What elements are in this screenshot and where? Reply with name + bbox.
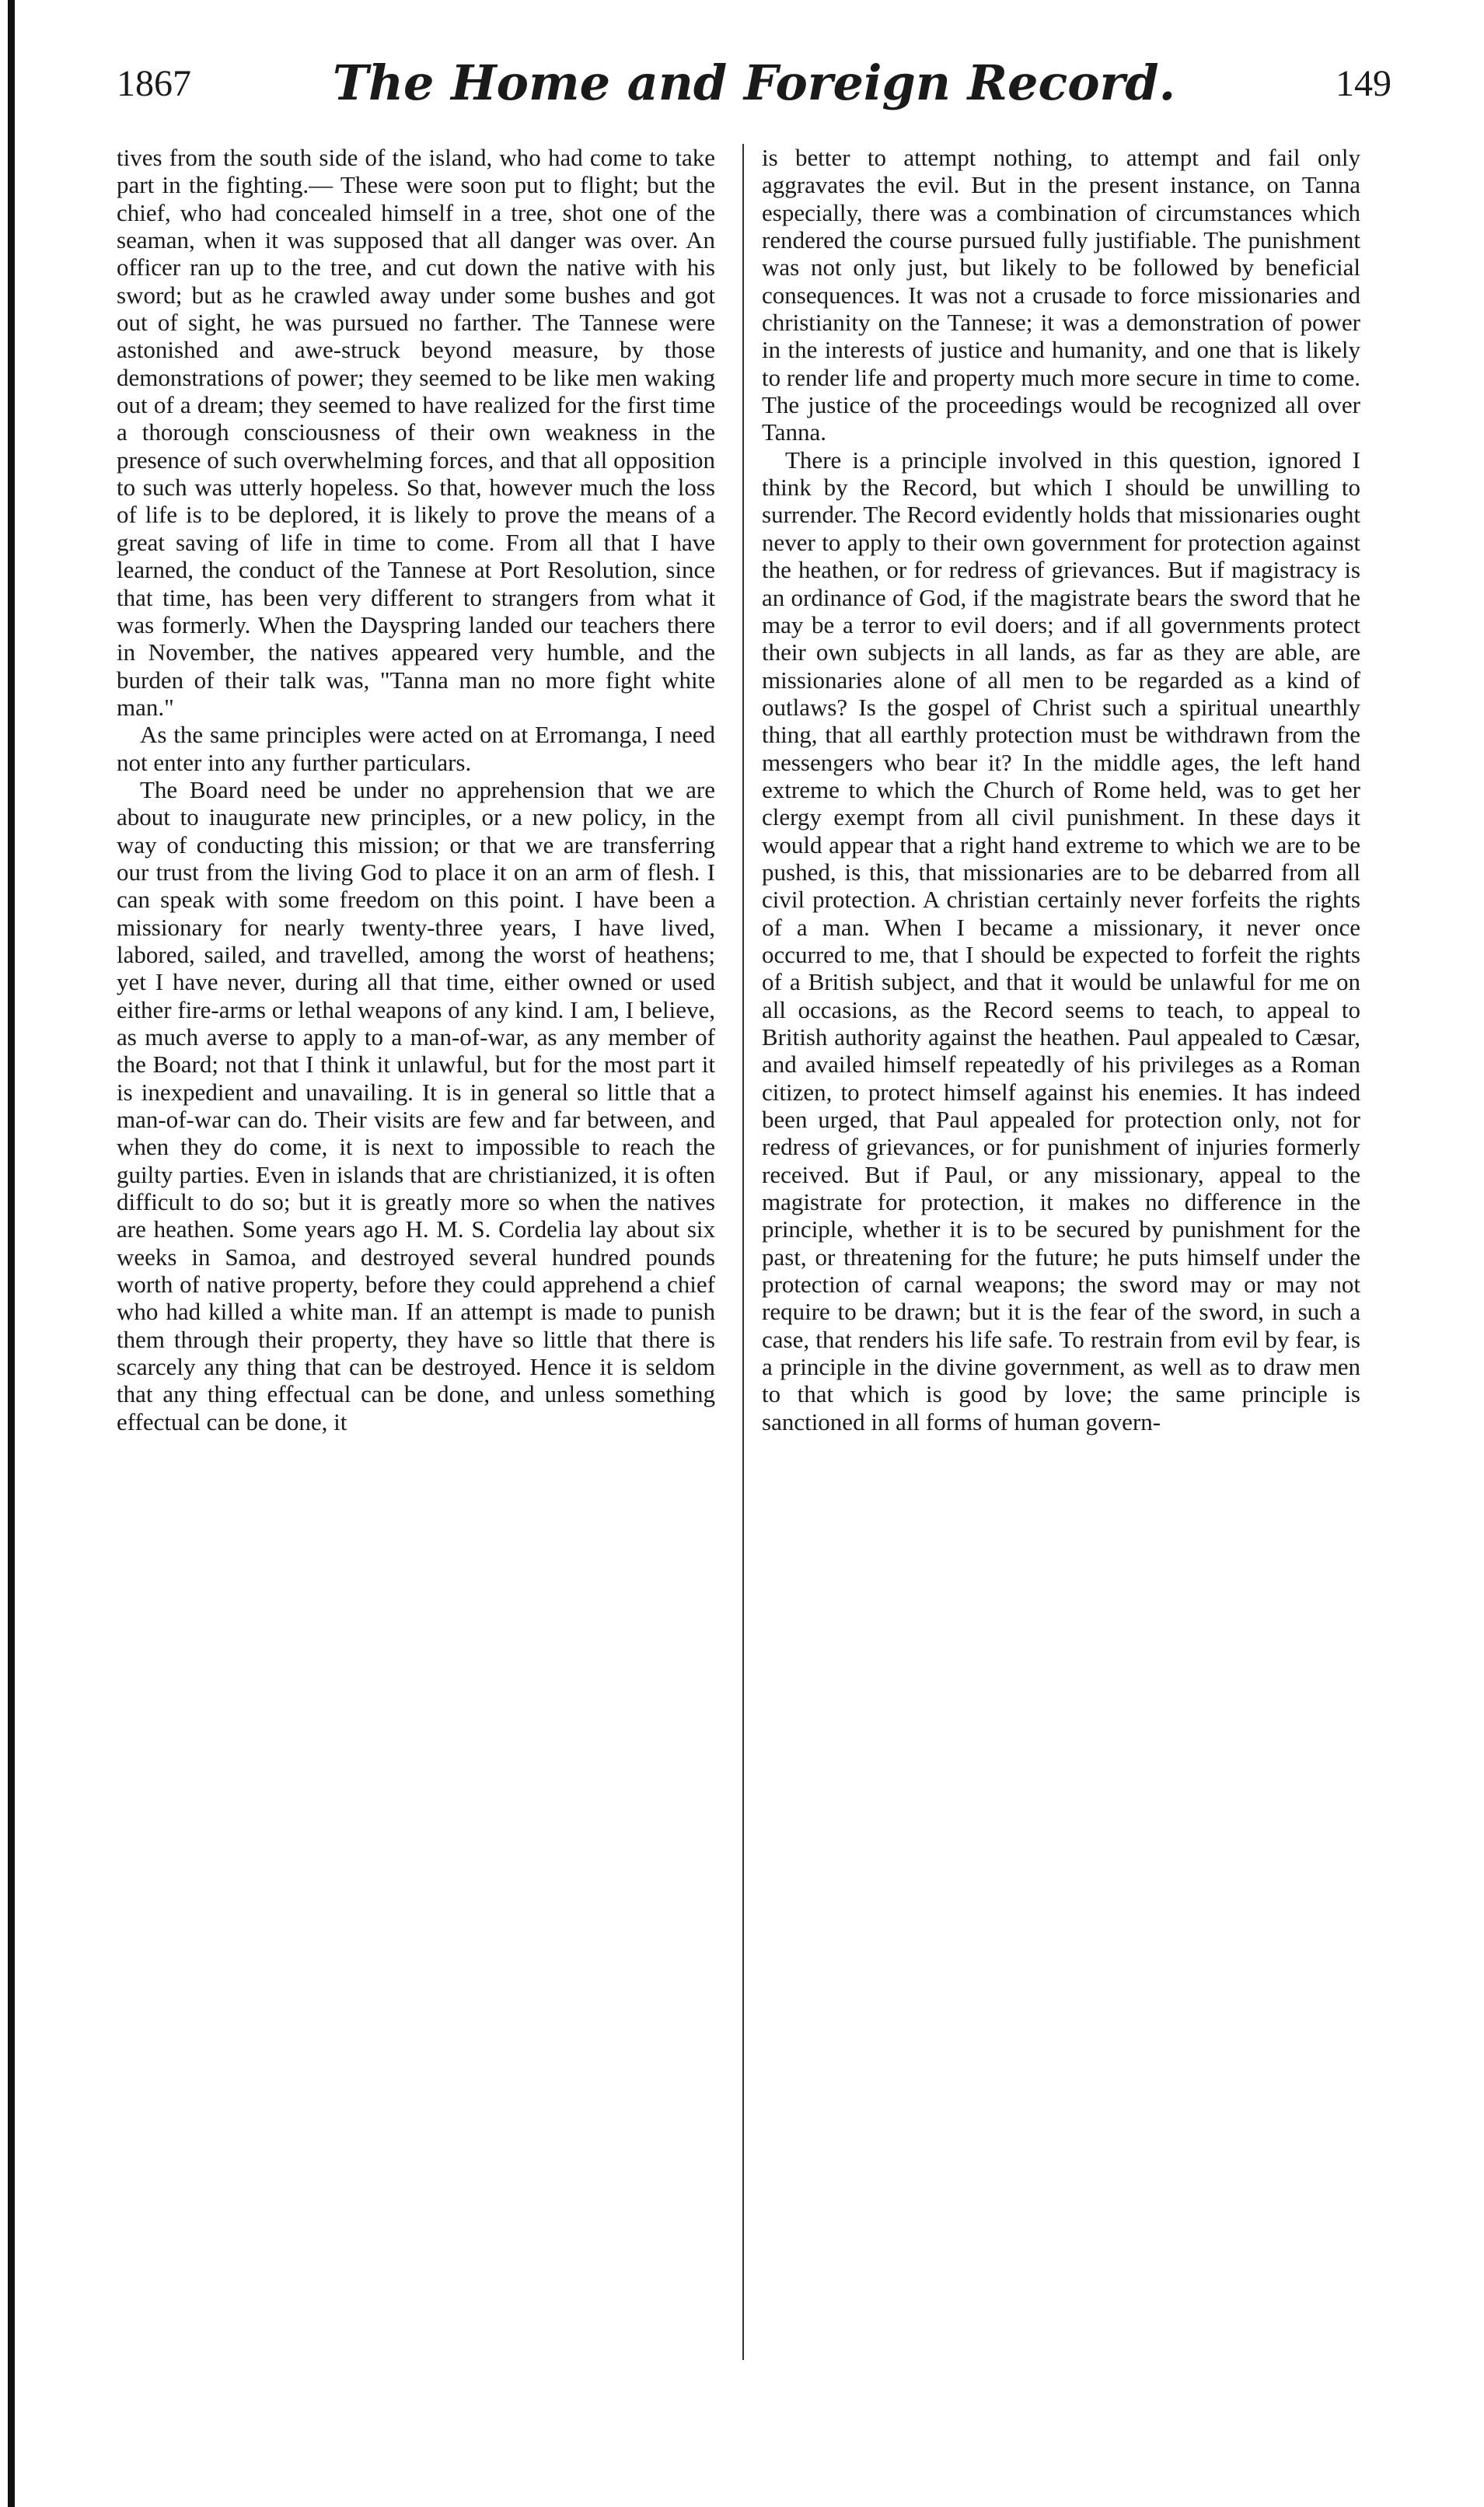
left-column [117,144,715,1435]
paragraph: is better to attempt nothing, to attempt and fail only aggravates the evil. But in the present instance, on Tanna especially, there was a combination of circumstances which rendered the course pursued fully justifiable. The punishment was not only just, but likely to be followed by beneficial consequences. It was not a crusade to force missionaries and christianity on the Tannese; it was a demonstration of power in the interests of justice and humanity, and one that is likely to render life and property much more secure in time to come. The justice of the proceedings would be recognized all over Tanna. [762,144,1360,446]
paragraph: As the same principles were acted on at Erromanga, I need not enter into any further particulars. [117,721,715,776]
paragraph: The Board need be under no apprehension that we are about to inaugurate new principles, or a new policy, in the way of conducting this mission; or that we are transferring our trust from the living God to place it on an arm of flesh. I can speak with some freedom on this point. I have been a missionary for nearly twenty-three years, I have lived, labored, sailed, and travelled, among the worst of heathens; yet I have never, during all that time, either owned or used either fire-arms or lethal weapons of any kind. I am, I believe, as much averse to apply to a man-of-war, as any member of the Board; not that I think it unlawful, but for the most part it is inexpedient and unavailing. It is in general so little that a man-of-war can do. Their visits are few and far between, and when they do come, it is next to impossible to reach the guilty parties. Even in islands that are christianized, it is often difficult to do so; but it is greatly more so when the natives are heathen. Some years ago H. M. S. Cordelia lay about six weeks in Samoa, and destroyed several hundred pounds worth of native property, before they could apprehend a chief who had killed a white man. If an attempt is made to punish them through their property, they have so little that there is scarcely any thing that can be destroyed. Hence it is seldom that any thing effectual can be done, and unless something effectual can be done, it [117,775,715,1435]
paragraph: There is a principle involved in this question, ignored I think by the Record, but which I should be unwilling to surrender. The Record evidently holds that missionaries ought never to apply to their own government for protection against the heathen, or for redress of grievances. But if magistracy is an ordinance of God, if the magistrate bears the sword that he may be a terror to evil doers; and if all governments protect their own subjects in all lands, as far as they are able, are missionaries alone of all men to be regarded as a kind of outlaws? Is the gospel of Christ such a spiritual unearthly thing, that all earthly protection must be withdrawn from the messengers who bear it? In the middle ages, the left hand extreme to which the Church of Rome held, was to get her clergy exempt from all civil punishment. In these days it would appear that a right hand extreme to which we are to be pushed, is this, that missionaries are to be debarred from all civil protection. A christian certainly never forfeits the rights of a man. When I became a missionary, it never once occurred to me, that I should be expected to forfeit the rights of a British subject, and that it would be unlawful for me on all occasions, as the Record seems to teach, to appeal to British authority against the heathen. Paul appealed to Cæsar, and availed himself repeatedly of his privileges as a Roman citizen, to protect himself against his enemies. It has indeed been urged, that Paul appealed for protection only, not for redress of grievances, or for punishment of injuries formerly received. But if Paul, or any missionary, appeal to the magistrate for protection, it makes no difference in the principle, whether it is to be secured by punishment for the past, or threatening for the future; he puts himself under the protection of carnal weapons; the sword may or may not require to be drawn; but it is the fear of the sword, in such a case, that renders his life safe. To restrain from evil by fear, is a principle in the divine government, as well as to draw men to that which is good by love; the same principle is sanctioned in all forms of human govern- [762,446,1360,1435]
paragraph: tives from the south side of the island, who had come to take part in the fighting.— These were soon put to flight; but the chief, who had concealed himself in a tree, shot one of the seaman, when it was supposed that all danger was over. An officer ran up to the tree, and cut down the native with his sword; but as he crawled away under some bushes and got out of sight, he was pursued no farther. The Tannese were astonished and awe-struck beyond measure, by those demonstrations of power; they seemed to be like men waking out of a dream; they seemed to have realized for the first time a thorough consciousness of their own weakness in the presence of such overwhelming forces, and that all opposition to such was utterly hopeless. So that, however much the loss of life is to be deplored, it is likely to prove the means of a great saving of life in time to come. From all that I have learned, the conduct of the Tannese at Port Resolution, since that time, has been very different to strangers from what it was formerly. When the Dayspring landed our teachers there in November, the natives appeared very humble, and the burden of their talk was, "Tanna man no more fight white man." [117,144,715,721]
running-header [117,54,1391,124]
page-binding-edge [8,0,15,2507]
header-year: 1867 [117,63,191,104]
journal-title: The Home and Foreign Record. [332,54,1176,111]
page-number: 149 [1336,63,1391,104]
right-column [762,144,1360,1435]
column-divider [742,144,744,2360]
